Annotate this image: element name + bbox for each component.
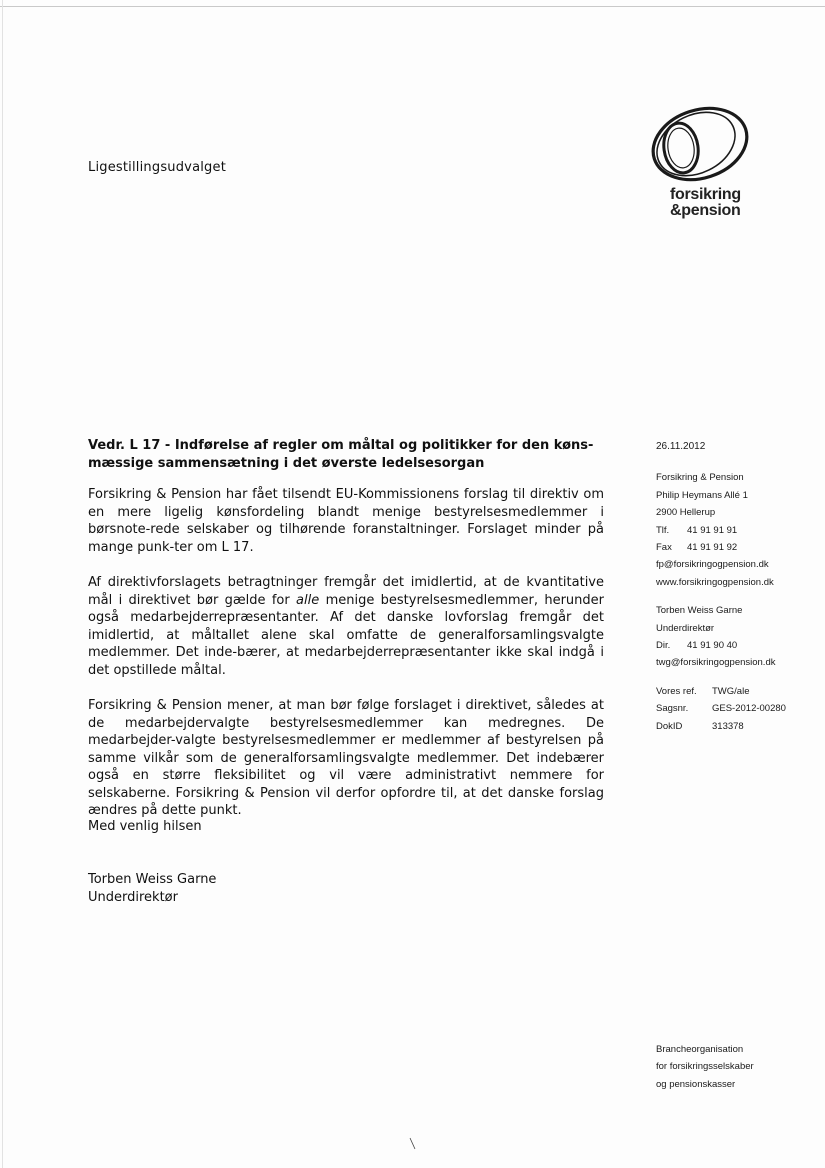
ref-vores-label: Vores ref. xyxy=(656,685,697,697)
logo-ring-icon xyxy=(648,100,758,192)
letter-date: 26.11.2012 xyxy=(656,441,706,452)
emphasis-alle: alle xyxy=(296,592,320,608)
ref-case-number: GES-2012-00280 xyxy=(712,703,786,715)
paragraph-2-part-1: Af direktivforslagets betragtninger fremgår det imidlertid, at de kvantitative mål i direktivet bør gælde for xyxy=(88,575,604,608)
reference-block xyxy=(656,683,821,735)
ref-doc-row xyxy=(656,718,821,735)
paragraph-2 xyxy=(88,574,604,679)
contact-email: twg@forsikringogpension.dk xyxy=(656,657,776,669)
contact-direct-row xyxy=(656,637,821,654)
letter-body xyxy=(88,486,604,838)
org-email: fp@forsikringogpension.dk xyxy=(656,559,769,571)
paragraph-2-part-2: menige bestyrelsesmedlemmer, herunder også medarbejderrepræsentanter. Af det danske lovforslag fremgår det imidlertid, at måltallet alene skal omfatte de generalforsamlingsvalgte medlemmer. Det inde-bærer, at medarbejderrepræsentanter ikke skal indgå i det opstillede måltal. xyxy=(88,592,604,678)
logo-line-2: &pension xyxy=(670,202,741,219)
org-street: Philip Heymans Allé 1 xyxy=(656,489,748,501)
signer-name: Torben Weiss Garne xyxy=(88,872,217,887)
org-name: Forsikring & Pension xyxy=(656,472,744,484)
org-fax-label: Fax xyxy=(656,542,672,554)
footer-tagline xyxy=(656,1041,806,1093)
footer-line-3: og pensionskasser xyxy=(656,1078,736,1090)
contact-direct-label: Dir. xyxy=(656,640,671,652)
company-logo xyxy=(648,100,758,230)
org-phone: 41 91 91 91 xyxy=(687,524,738,536)
logo-wordmark xyxy=(670,187,760,219)
paragraph-1: Forsikring & Pension har fået tilsendt EU-Kommissionens forslag til direktiv om en mere ligelig kønsfordeling blandt menige bestyrelsesmedlemmer i børsnote-rede selskaber og tilhørende foranstaltninger. Forslaget minder på mange punk-ter om L 17. xyxy=(88,487,604,555)
scan-mark-icon xyxy=(409,1137,417,1151)
footer-line-2: for forsikringsselskaber xyxy=(656,1061,754,1073)
footer-line-1: Brancheorganisation xyxy=(656,1044,744,1055)
org-fax: 41 91 91 92 xyxy=(687,542,738,554)
contact-name: Torben Weiss Garne xyxy=(656,605,743,617)
contact-direct-phone: 41 91 90 40 xyxy=(687,640,738,652)
paragraph-3: Forsikring & Pension mener, at man bør følge forslaget i direktivet, således at de medarbejdervalgte bestyrelsesmedlemmer kan medregnes. De medarbejder-valgte bestyrelsesmedlemmer er medlemmer af bestyrelsen på samme vilkår som de generalforsamlingsvalgte medlemmer. Det indebærer også en større fleksibilitet og vil være administrativt nemmere for selskaberne. Forsikring & Pension vil derfor opfordre til, at det danske forslag ændres på dette punkt. xyxy=(88,698,604,818)
org-city: 2900 Hellerup xyxy=(656,507,716,519)
sender-sidebar xyxy=(656,438,821,746)
closing-greeting: Med venlig hilsen xyxy=(88,819,202,834)
logo-line-1: forsikring xyxy=(670,186,741,203)
signature-block xyxy=(88,871,216,906)
scan-edge-top xyxy=(0,6,825,7)
scan-edge-left xyxy=(2,0,3,1168)
org-address-block xyxy=(656,469,821,591)
contact-title: Underdirektør xyxy=(656,622,715,634)
org-fax-row xyxy=(656,539,821,556)
ref-doc-id: 313378 xyxy=(712,720,744,732)
ref-vores-row xyxy=(656,683,821,700)
subject-heading: Vedr. L 17 - Indførelse af regler om måltal og politikker for den køns-mæssige sammensætning i det øverste ledelsesorgan xyxy=(88,438,594,471)
ref-case-label: Sagsnr. xyxy=(656,703,689,715)
contact-block xyxy=(656,602,821,672)
org-phone-row xyxy=(656,522,821,539)
ref-doc-label: DokID xyxy=(656,720,683,732)
signer-title: Underdirektør xyxy=(88,889,178,905)
org-phone-label: Tlf. xyxy=(656,524,670,536)
recipient: Ligestillingsudvalget xyxy=(88,160,226,175)
ref-case-row xyxy=(656,700,821,717)
org-website: www.forsikringogpension.dk xyxy=(656,576,774,588)
ref-vores: TWG/ale xyxy=(712,685,750,697)
